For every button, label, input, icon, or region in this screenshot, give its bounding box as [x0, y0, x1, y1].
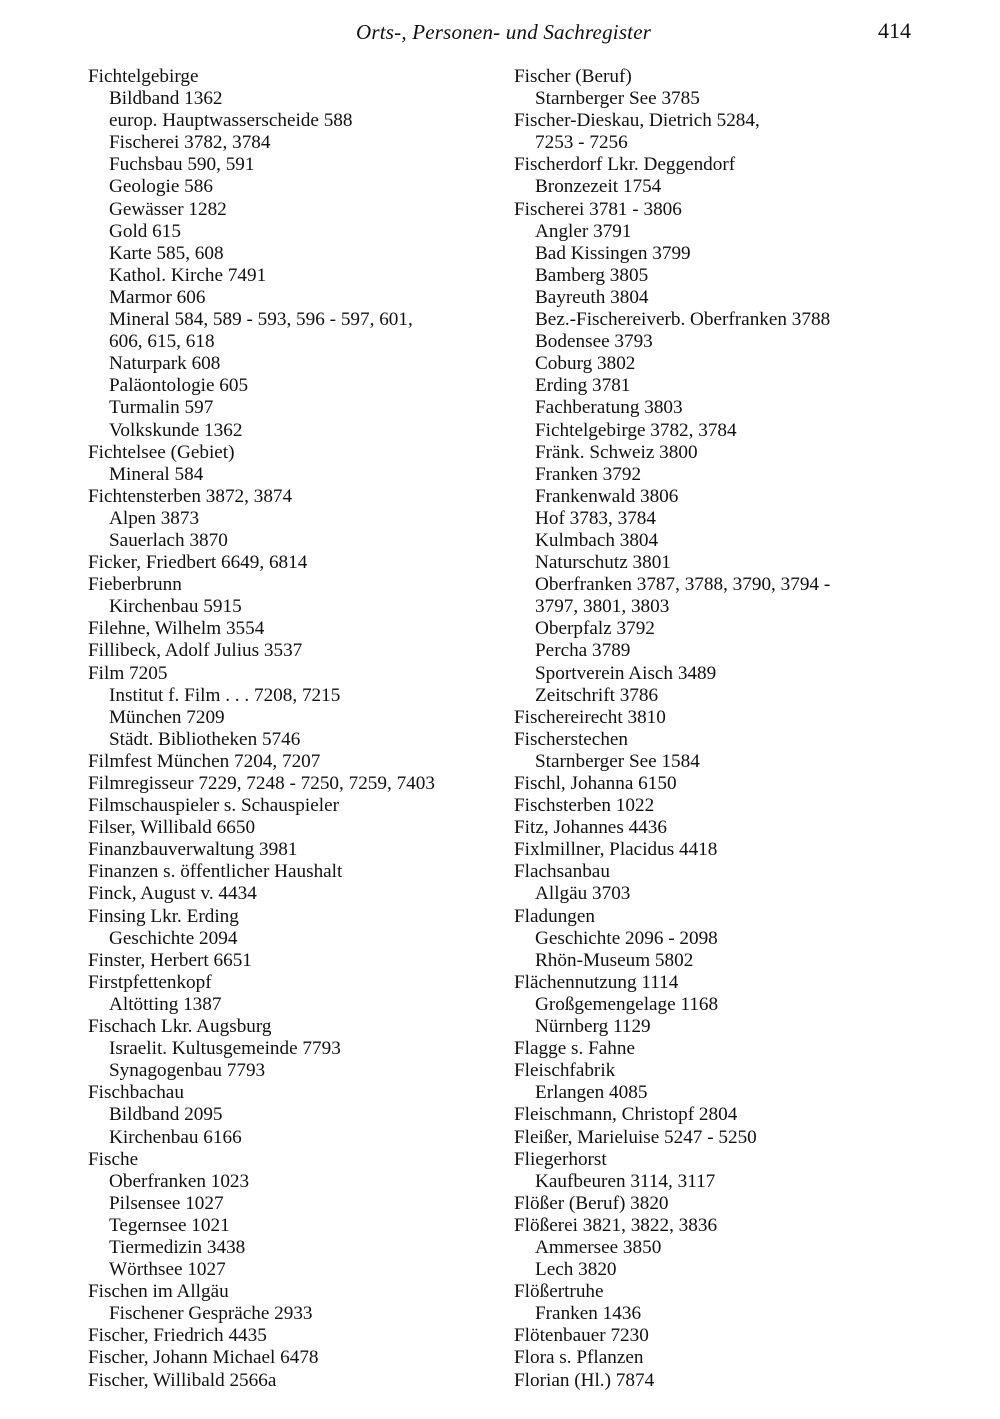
index-subentry: Oberfranken 3787, 3788, 3790, 3794 - — [535, 574, 831, 596]
index-subentry: Mineral 584 — [109, 463, 204, 485]
index-entry: Filehne, Wilhelm 3554 — [88, 618, 265, 640]
index-entry: Fischereirecht 3810 — [514, 706, 666, 728]
index-subentry: Sportverein Aisch 3489 — [535, 662, 717, 684]
index-entry: Fleischmann, Christopf 2804 — [514, 1104, 738, 1126]
index-subentry: Bildband 1362 — [109, 88, 223, 110]
index-subentry: München 7209 — [109, 706, 225, 728]
index-subentry: Bronzezeit 1754 — [535, 176, 662, 198]
page-number: 414 — [878, 18, 911, 43]
index-entry: Filmfest München 7204, 7207 — [88, 750, 321, 772]
index-subentry: Synagogenbau 7793 — [109, 1060, 266, 1082]
index-entry: Fischerdorf Lkr. Deggendorf — [514, 154, 736, 176]
index-subentry: Bad Kissingen 3799 — [535, 242, 691, 264]
index-subentry: Angler 3791 — [535, 220, 632, 242]
index-entry: Flötenbauer 7230 — [514, 1325, 649, 1347]
index-entry: Flachsanbau — [514, 861, 610, 883]
index-subentry: europ. Hauptwasserscheide 588 — [109, 110, 353, 132]
index-subentry: Bamberg 3805 — [535, 264, 649, 286]
index-subentry: Gold 615 — [109, 220, 181, 242]
index-entry: Finanzbauverwaltung 3981 — [88, 839, 298, 861]
index-subentry: Percha 3789 — [535, 640, 631, 662]
index-subentry: Fichtelgebirge 3782, 3784 — [535, 419, 737, 441]
index-entry: Fische — [88, 1148, 139, 1170]
index-subentry: Geologie 586 — [109, 176, 213, 198]
index-subentry: Oberpfalz 3792 — [535, 618, 655, 640]
index-subentry: Coburg 3802 — [535, 353, 636, 375]
index-subentry: Institut f. Film . . . 7208, 7215 — [109, 684, 341, 706]
index-subentry: Franken 3792 — [535, 463, 642, 485]
index-entry: Fischerei 3781 - 3806 — [514, 198, 682, 220]
index-subentry: Oberfranken 1023 — [109, 1170, 250, 1192]
index-entry: Fillibeck, Adolf Julius 3537 — [88, 640, 303, 662]
index-subentry: Naturschutz 3801 — [535, 552, 671, 574]
index-subentry: Fischener Gespräche 2933 — [109, 1303, 313, 1325]
index-entry: Filmregisseur 7229, 7248 - 7250, 7259, 7403 — [88, 773, 435, 794]
index-subentry: Pilsensee 1027 — [109, 1192, 224, 1214]
index-subentry: Bez.-Fischereiverb. Oberfranken 3788 — [535, 309, 831, 331]
index-subentry: Franken 1436 — [535, 1303, 642, 1325]
index-entry: Finster, Herbert 6651 — [88, 949, 252, 971]
index-entry: Florian (Hl.) 7874 — [514, 1369, 655, 1391]
index-subentry: Kirchenbau 6166 — [109, 1126, 242, 1148]
index-entry: Fischer (Beruf) — [514, 66, 632, 87]
index-subentry: Paläontologie 605 — [109, 375, 249, 397]
index-subentry: Kirchenbau 5915 — [109, 596, 242, 618]
index-subentry: Alpen 3873 — [109, 507, 200, 529]
index-subentry: Großgemengelage 1168 — [535, 993, 719, 1015]
index-entry: Flößerei 3821, 3822, 3836 — [514, 1214, 718, 1236]
index-subentry: Kulmbach 3804 — [535, 529, 659, 551]
index-entry: Fischer, Willibald 2566a — [88, 1369, 277, 1391]
index-subentry: Frankenwald 3806 — [535, 485, 679, 507]
running-head-title: Orts-, Personen- und Sachregister — [356, 20, 652, 44]
index-entry: Finsing Lkr. Erding — [88, 905, 239, 927]
index-subentry: Wörthsee 1027 — [109, 1259, 226, 1281]
index-subentry: Städt. Bibliotheken 5746 — [109, 728, 301, 750]
index-entry: Finck, August v. 4434 — [88, 883, 257, 905]
index-entry: Flächennutzung 1114 — [514, 971, 679, 993]
index-subentry: Erlangen 4085 — [535, 1082, 648, 1104]
index-subentry: Zeitschrift 3786 — [535, 684, 659, 706]
index-entry: Flößer (Beruf) 3820 — [514, 1192, 669, 1214]
index-entry: Fichtelgebirge — [88, 66, 199, 87]
index-subentry: Ammersee 3850 — [535, 1236, 662, 1258]
index-subentry: Hof 3783, 3784 — [535, 507, 656, 529]
index-subentry: Sauerlach 3870 — [109, 529, 228, 551]
index-subentry: Geschichte 2094 — [109, 927, 238, 949]
index-subentry: Tegernsee 1021 — [109, 1214, 230, 1236]
index-subentry: Gewässer 1282 — [109, 198, 227, 220]
index-entry: Filser, Willibald 6650 — [88, 817, 256, 839]
index-entry: Firstpfettenkopf — [88, 971, 212, 993]
page-header — [0, 18, 1000, 48]
index-entry: Fischer, Johann Michael 6478 — [88, 1347, 319, 1369]
index-subentry: 606, 615, 618 — [109, 331, 215, 353]
index-subentry: Kaufbeuren 3114, 3117 — [535, 1170, 716, 1192]
index-subentry: Bayreuth 3804 — [535, 286, 649, 308]
index-subentry: Israelit. Kultusgemeinde 7793 — [109, 1038, 341, 1060]
index-entry: Flagge s. Fahne — [514, 1038, 635, 1060]
index-subentry: Volkskunde 1362 — [109, 419, 243, 441]
index-entry: Ficker, Friedbert 6649, 6814 — [88, 552, 308, 574]
index-subentry: Geschichte 2096 - 2098 — [535, 927, 718, 949]
index-entry: Finanzen s. öffentlicher Haushalt — [88, 861, 343, 883]
index-entry: Fischsterben 1022 — [514, 795, 655, 817]
index-entry: Fichtensterben 3872, 3874 — [88, 485, 293, 507]
index-entry: Fitz, Johannes 4436 — [514, 817, 667, 839]
index-entry: Fixlmillner, Placidus 4418 — [514, 839, 718, 861]
index-subentry: Starnberger See 1584 — [535, 750, 700, 772]
index-subentry: Fränk. Schweiz 3800 — [535, 441, 698, 463]
index-entry: Fleischfabrik — [514, 1060, 616, 1082]
index-entry: Fichtelsee (Gebiet) — [88, 441, 235, 463]
index-entry: Fischach Lkr. Augsburg — [88, 1016, 272, 1038]
index-entry: Fischerstechen — [514, 728, 629, 750]
index-subentry: Altötting 1387 — [109, 993, 222, 1015]
index-subentry: Starnberger See 3785 — [535, 88, 700, 110]
index-entry: Flößertruhe — [514, 1281, 604, 1303]
index-entry: Fieberbrunn — [88, 574, 182, 596]
index-entry: Fliegerhorst — [514, 1148, 607, 1170]
index-subentry: Bildband 2095 — [109, 1104, 223, 1126]
index-subentry: Erding 3781 — [535, 375, 631, 397]
index-column-left — [88, 66, 528, 1392]
index-subentry: Bodensee 3793 — [535, 331, 653, 353]
index-entry: Film 7205 — [88, 662, 168, 684]
index-column-right — [514, 66, 954, 1392]
index-subentry: Turmalin 597 — [109, 397, 214, 419]
index-subentry: 3797, 3801, 3803 — [535, 596, 670, 618]
index-subentry: Karte 585, 608 — [109, 242, 224, 264]
index-subentry: Mineral 584, 589 - 593, 596 - 597, 601, — [109, 309, 413, 331]
index-entry: Fischer-Dieskau, Dietrich 5284, — [514, 110, 760, 132]
index-subentry: Lech 3820 — [535, 1259, 617, 1281]
index-entry: Filmschauspieler s. Schauspieler — [88, 795, 339, 817]
index-subentry: Rhön-Museum 5802 — [535, 949, 694, 971]
index-subentry: Naturpark 608 — [109, 353, 221, 375]
index-subentry: Kathol. Kirche 7491 — [109, 264, 267, 286]
index-entry: Flora s. Pflanzen — [514, 1347, 644, 1369]
index-entry: Fischbachau — [88, 1082, 184, 1104]
index-entry: Fischer, Friedrich 4435 — [88, 1325, 267, 1347]
index-subentry: Tiermedizin 3438 — [109, 1236, 246, 1258]
index-entry: Fladungen — [514, 905, 596, 927]
index-subentry: Marmor 606 — [109, 286, 206, 308]
index-subentry: Nürnberg 1129 — [535, 1016, 651, 1038]
index-subentry: 7253 - 7256 — [535, 132, 628, 154]
index-subentry: Fuchsbau 590, 591 — [109, 154, 255, 176]
index-entry: Fleißer, Marieluise 5247 - 5250 — [514, 1126, 757, 1148]
index-entry: Fischen im Allgäu — [88, 1281, 229, 1303]
index-subentry: Fachberatung 3803 — [535, 397, 683, 419]
index-subentry: Allgäu 3703 — [535, 883, 631, 905]
index-subentry: Fischerei 3782, 3784 — [109, 132, 271, 154]
index-entry: Fischl, Johanna 6150 — [514, 773, 677, 794]
